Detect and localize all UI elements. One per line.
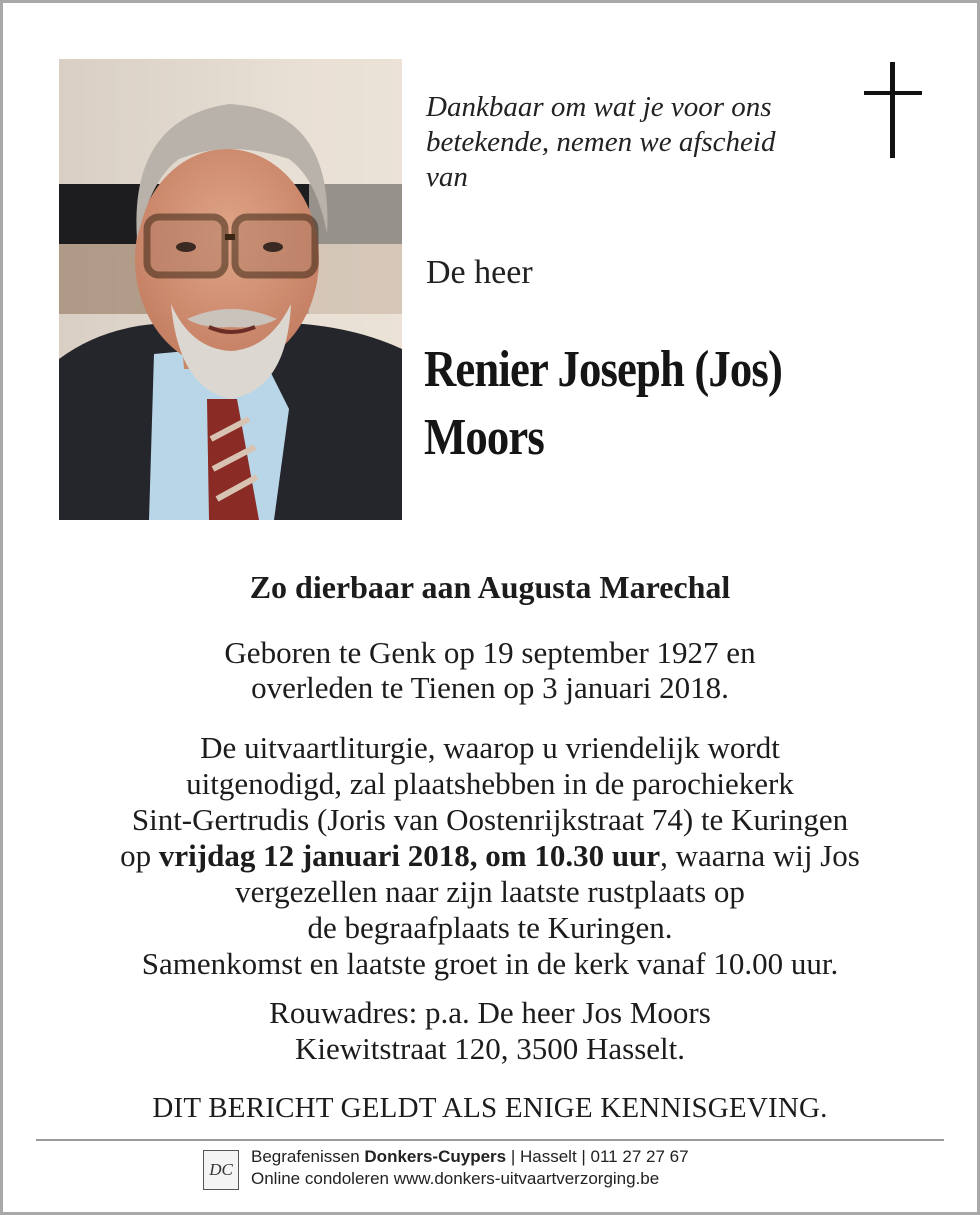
footer-pre: Begrafenissen <box>251 1147 365 1166</box>
footer-line-1 <box>251 1147 689 1166</box>
funeral-date-post: , waarna wij Jos <box>660 838 860 873</box>
footer-divider <box>36 1139 944 1141</box>
name-line-1: Renier Joseph (Jos) <box>424 341 782 398</box>
funeral-line: De uitvaartliturgie, waarop u vriendelijk wordt <box>200 730 780 765</box>
funeral-home-logo: DC <box>203 1150 239 1190</box>
dear-to-text: Zo dierbaar aan Augusta Marechal <box>249 569 731 605</box>
notice-line: DIT BERICHT GELDT ALS ENIGE KENNISGEVING. <box>152 1092 828 1124</box>
cross-icon <box>864 62 922 158</box>
title-prefix: De heer <box>426 254 533 291</box>
funeral-date-pre: op <box>120 838 159 873</box>
address-line: Kiewitstraat 120, 3500 Hasselt. <box>294 1031 685 1066</box>
funeral-line: Sint-Gertrudis (Joris van Oostenrijkstraat 74) te Kuringen <box>131 802 849 837</box>
funeral-line: vergezellen naar zijn laatste rustplaats op <box>235 874 745 909</box>
intro-line: van <box>426 161 468 193</box>
intro-text <box>426 90 846 195</box>
condolence-link[interactable]: Online condoleren www.donkers-uitvaartverzorging.be <box>251 1169 660 1188</box>
dear-to-line <box>40 565 940 609</box>
mourning-address <box>40 995 940 1067</box>
footer <box>203 1146 823 1194</box>
funeral-date-line <box>40 838 940 874</box>
birth-death-info <box>40 635 940 705</box>
deceased-name <box>424 336 964 472</box>
funeral-line: uitgenodigd, zal plaatshebben in de parochiekerk <box>186 766 794 801</box>
funeral-home-name: Donkers-Cuypers <box>364 1147 507 1166</box>
funeral-line: de begraafplaats te Kuringen. <box>307 910 673 945</box>
portrait-photo <box>59 59 402 520</box>
address-line: Rouwadres: p.a. De heer Jos Moors <box>269 995 711 1030</box>
funeral-line: Samenkomst en laatste groet in de kerk vanaf 10.00 uur. <box>141 946 839 981</box>
funeral-date: vrijdag 12 januari 2018, om 10.30 uur <box>158 838 661 873</box>
name-line-2: Moors <box>424 409 544 466</box>
funeral-info <box>40 730 940 982</box>
footer-post: | Hasselt | 011 27 27 67 <box>506 1147 689 1166</box>
notice-text <box>40 1088 940 1128</box>
death-line: overleden te Tienen op 3 januari 2018. <box>251 670 729 705</box>
intro-line: Dankbaar om wat je voor ons <box>426 91 772 123</box>
intro-line: betekende, nemen we afscheid <box>426 126 776 158</box>
birth-line: Geboren te Genk op 19 september 1927 en <box>224 635 756 670</box>
footer-text <box>251 1146 689 1190</box>
